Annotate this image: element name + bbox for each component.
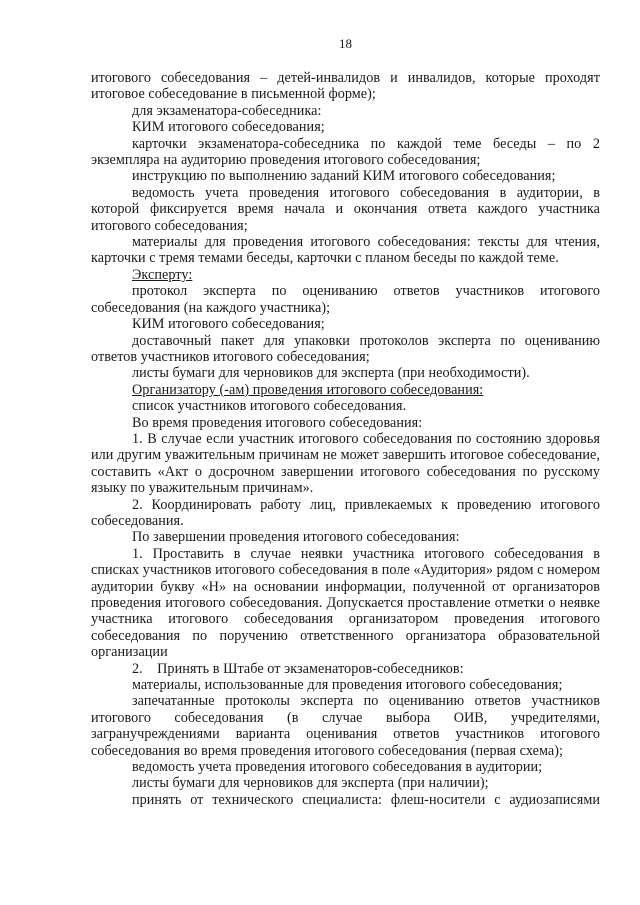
paragraph: По завершении проведения итогового собеседования: [132, 529, 460, 546]
underlined-heading-text: Организатору (-ам) проведения итогового собеседования: [132, 381, 484, 398]
section-heading [91, 382, 600, 398]
underlined-heading-text: Эксперту: [132, 266, 193, 283]
paragraph: ведомость учета проведения итогового собеседования в аудитории, в которой фиксируется время начала и окончания ответа каждого участника итогового собеседования; [91, 184, 600, 234]
paragraph: 1. В случае если участник итогового собеседования по состоянию здоровья или другим уважительным причинам не может завершить итоговое собеседование, составить «Акт о досрочном завершении итогового собеседования по русскому языку по уважительным причинам». [91, 430, 600, 497]
section-heading [91, 267, 600, 283]
paragraph: карточки экзаменатора-собеседника по каждой теме беседы – по 2 экземпляра на аудиторию проведения итогового собеседования; [91, 135, 600, 169]
paragraph: доставочный пакет для упаковки протоколов эксперта по оцениванию ответов участников итогового собеседования; [91, 332, 600, 365]
paragraph: ведомость учета проведения итогового собеседования в аудитории; [132, 759, 543, 776]
paragraph: инструкцию по выполнению заданий КИМ итогового собеседования; [132, 168, 556, 185]
paragraph: 2. Координировать работу лиц, привлекаемых к проведению итогового собеседования. [91, 496, 600, 529]
paragraph: 2. Принять в Штабе от экзаменаторов-собеседников: [132, 660, 464, 677]
paragraph: КИМ итогового собеседования; [132, 316, 325, 333]
paragraph: принять от технического специалиста: флеш-носители с аудиозаписями [132, 791, 600, 808]
paragraph: для экзаменатора-собеседника: [132, 102, 322, 119]
page-number: 18 [339, 36, 352, 51]
paragraph: итогового собеседования – детей-инвалидов и инвалидов, которые проходят итоговое собеседование в письменной форме); [91, 70, 600, 103]
paragraph: запечатанные протоколы эксперта по оцениванию ответов участников итогового собеседования (в случае выбора ОИВ, учредителями, загранучреждениями варианта оценивания ответов участников итогового собеседования во время проведения итогового собеседования (первая схема); [91, 693, 600, 759]
paragraph: листы бумаги для черновиков для эксперта (при необходимости). [132, 365, 530, 382]
paragraph: материалы для проведения итогового собеседования: тексты для чтения, карточки с тремя темами беседы, карточки с планом беседы по каждой теме. [91, 234, 600, 267]
paragraph: Во время проведения итогового собеседования: [132, 414, 423, 431]
paragraph: список участников итогового собеседования. [132, 398, 407, 415]
paragraph: листы бумаги для черновиков для эксперта (при наличии); [132, 775, 489, 792]
paragraph: КИМ итогового собеседования; [132, 119, 325, 136]
paragraph: протокол эксперта по оцениванию ответов участников итогового собеседования (на каждого участника); [91, 283, 600, 316]
document-body [91, 70, 600, 808]
paragraph: материалы, использованные для проведения итогового собеседования; [132, 677, 563, 694]
paragraph: 1. Проставить в случае неявки участника итогового собеседования в списках участников итогового собеседования в поле «Аудитория» рядом с номером аудитории букву «Н» на основании информации, полученной от организаторов проведения итогового собеседования. Допускается проставление отметки о неявке участника итогового собеседования организатором проведения итогового собеседования по поручению ответственного организатора образовательной организации [91, 545, 600, 661]
